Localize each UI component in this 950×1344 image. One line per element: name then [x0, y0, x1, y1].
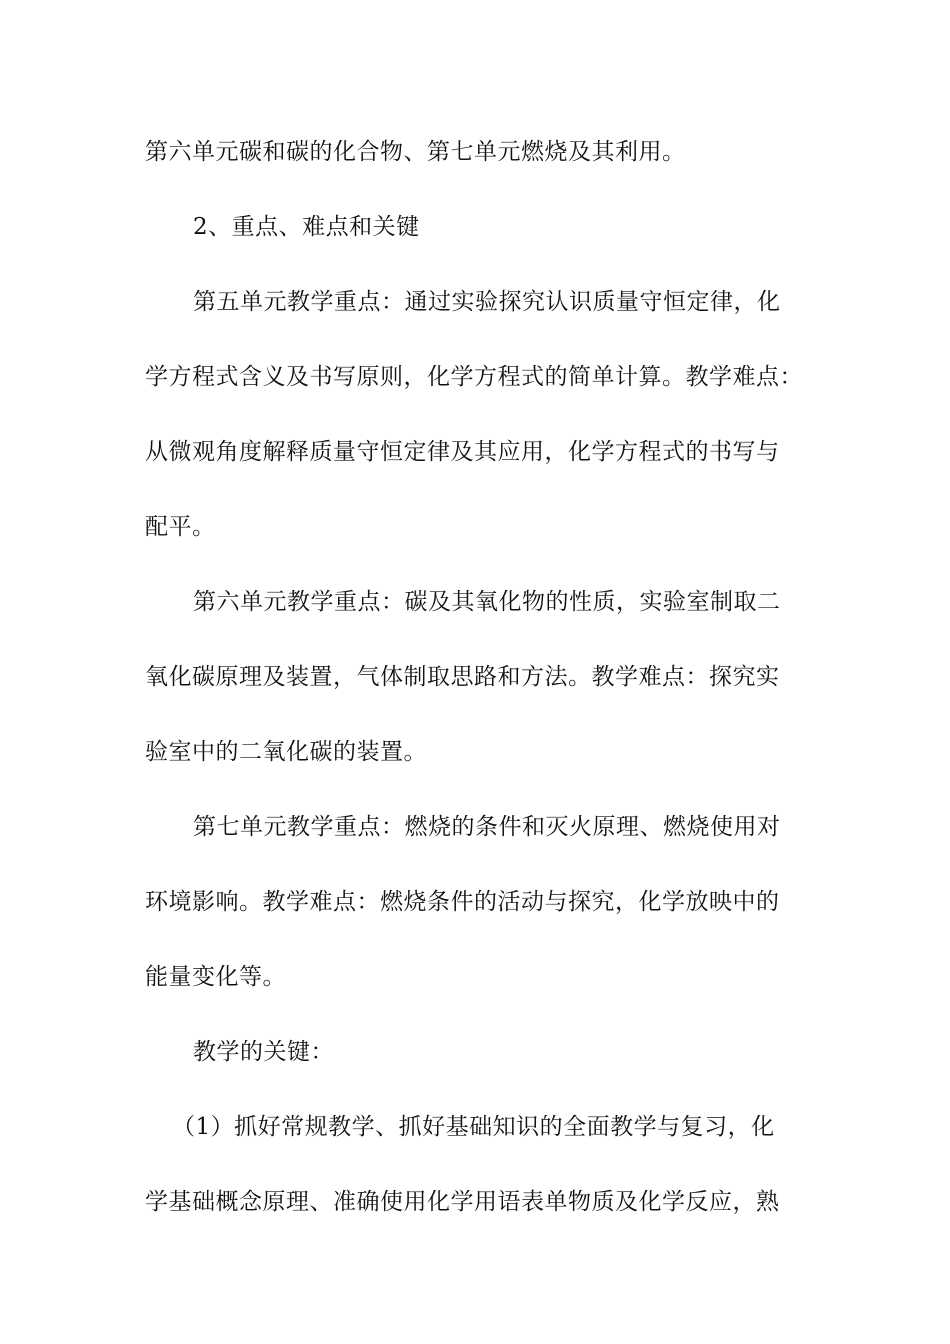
text-line-11: 环境影响。教学难点：燃烧条件的活动与探究，化学放映中的: [145, 889, 780, 915]
text-line-15: 学基础概念原理、准确使用化学用语表单物质及化学反应，熟: [145, 1189, 780, 1215]
text-line-12: 能量变化等。: [145, 964, 286, 990]
text-line-4: 学方程式含义及书写原则，化学方程式的简单计算。教学难点：: [145, 364, 803, 390]
text-line-item-1: （1）抓好常规教学、抓好基础知识的全面教学与复习，化: [172, 1114, 775, 1140]
text-line-6: 配平。: [145, 514, 216, 540]
text-line-unit7-start: 第七单元教学重点：燃烧的条件和灭火原理、燃烧使用对: [193, 814, 781, 840]
text-line-8: 氧化碳原理及装置，气体制取思路和方法。教学难点：探究实: [145, 664, 780, 690]
text-line-1: 第六单元碳和碳的化合物、第七单元燃烧及其利用。: [145, 139, 686, 165]
text-line-5: 从微观角度解释质量守恒定律及其应用，化学方程式的书写与: [145, 439, 780, 465]
text-line-unit5-start: 第五单元教学重点：通过实验探究认识质量守恒定律，化: [193, 289, 781, 315]
text-line-unit6-start: 第六单元教学重点：碳及其氧化物的性质，实验室制取二: [193, 589, 781, 615]
text-line-9: 验室中的二氧化碳的装置。: [145, 739, 427, 765]
text-line-teaching-key: 教学的关键：: [193, 1039, 334, 1065]
section-heading-key-points: 2、重点、难点和关键: [193, 214, 420, 240]
